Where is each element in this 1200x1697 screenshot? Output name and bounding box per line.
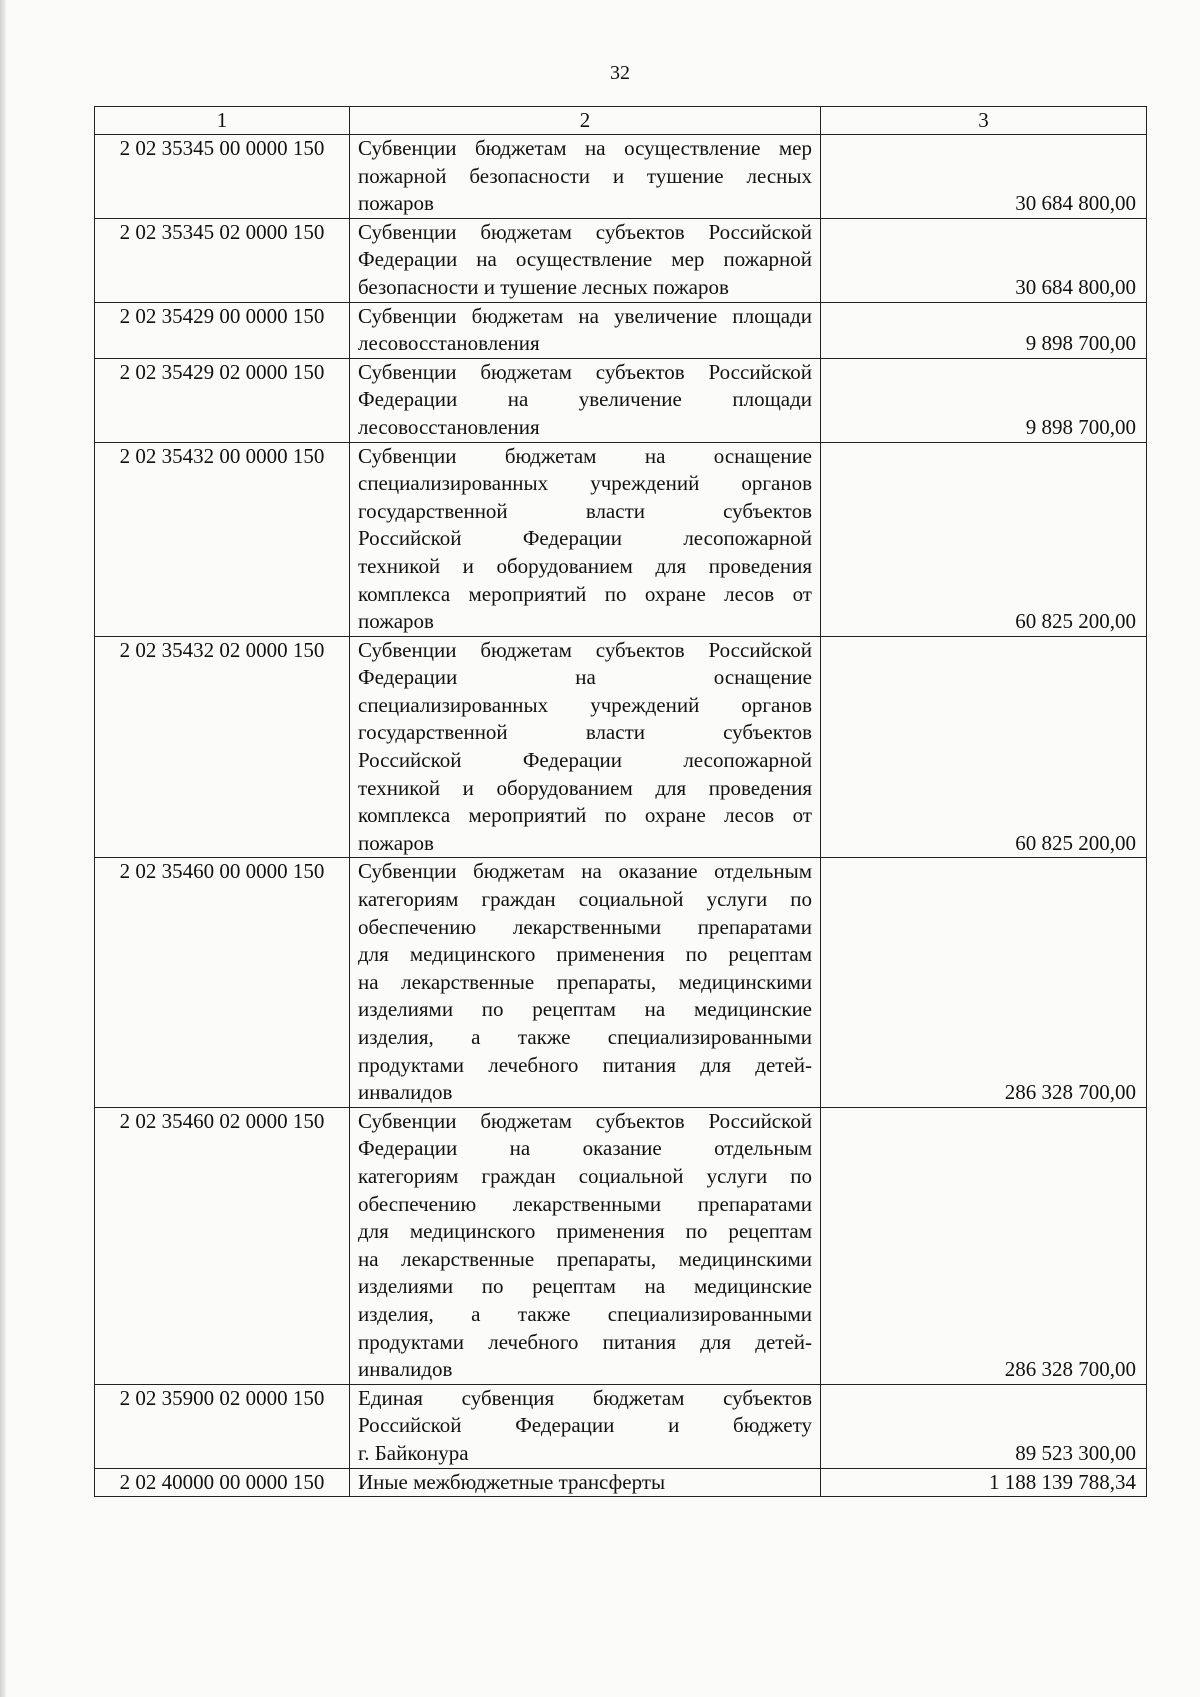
description-line: Российской Федерации лесопожарной: [358, 748, 812, 773]
page-number: 32: [610, 62, 630, 84]
description-line: Субвенции бюджетам на осуществление мер: [358, 136, 812, 160]
description-line: инвалидов: [358, 1080, 453, 1105]
description-line: пожарной безопасности и тушение лесных: [358, 163, 812, 188]
budget-amount: 9 898 700,00: [821, 358, 1147, 442]
description-line: лесовосстановления: [358, 331, 540, 356]
description-line: Российской Федерации и бюджету: [358, 1413, 812, 1438]
budget-amount: 286 328 700,00: [821, 858, 1147, 1107]
table-row: [95, 858, 1147, 1107]
table-row: [95, 1107, 1147, 1384]
description-line: лесовосстановления: [358, 414, 540, 439]
description-line: категориям граждан социальной услуги по: [358, 1163, 812, 1188]
page-edge: [0, 0, 6, 1697]
budget-amount: 60 825 200,00: [821, 442, 1147, 636]
budget-code: 2 02 35432 02 0000 150: [95, 636, 350, 858]
description-line: на лекарственные препараты, медицинскими: [358, 1246, 812, 1271]
description-line: на лекарственные препараты, медицинскими: [358, 969, 812, 994]
budget-amount: 1 188 139 788,34: [821, 1468, 1147, 1497]
table-row: [95, 218, 1147, 302]
budget-code: 2 02 35460 00 0000 150: [95, 858, 350, 1107]
description-line: изделиями по рецептам на медицинские: [358, 997, 812, 1022]
budget-table-body: [95, 107, 1147, 1497]
budget-code: 2 02 40000 00 0000 150: [95, 1468, 350, 1497]
description-line: государственной власти субъектов: [358, 498, 812, 523]
budget-amount: 60 825 200,00: [821, 636, 1147, 858]
budget-description: [350, 302, 821, 358]
description-line: инвалидов: [358, 1357, 453, 1382]
description-line: обеспечению лекарственными препаратами: [358, 914, 812, 939]
column-header-1: 1: [95, 107, 350, 135]
description-line: государственной власти субъектов: [358, 720, 812, 745]
description-line: Субвенции бюджетам субъектов Российской: [358, 1108, 812, 1133]
budget-amount: 286 328 700,00: [821, 1107, 1147, 1384]
table-row: [95, 1468, 1147, 1497]
description-line: пожаров: [358, 191, 434, 216]
budget-description: [350, 218, 821, 302]
description-line: пожаров: [358, 609, 434, 634]
description-line: Субвенции бюджетам субъектов Российской: [358, 637, 812, 662]
budget-amount: 30 684 800,00: [821, 218, 1147, 302]
budget-description: [350, 1384, 821, 1468]
description-line: специализированных учреждений органов: [358, 471, 812, 496]
description-line: Иные межбюджетные трансферты: [358, 1469, 666, 1494]
description-line: Субвенции бюджетам на увеличение площади: [358, 303, 812, 328]
budget-code: 2 02 35460 02 0000 150: [95, 1107, 350, 1384]
budget-amount: 9 898 700,00: [821, 302, 1147, 358]
description-line: Единая субвенция бюджетам субъектов: [358, 1385, 812, 1410]
description-line: техникой и оборудованием для проведения: [358, 553, 812, 578]
table-row: [95, 358, 1147, 442]
column-header-2: 2: [350, 107, 821, 135]
budget-description: [350, 858, 821, 1107]
budget-description: [350, 1107, 821, 1384]
budget-code: 2 02 35345 02 0000 150: [95, 218, 350, 302]
table-header-row: [95, 107, 1147, 135]
table-row: [95, 302, 1147, 358]
description-line: Субвенции бюджетам субъектов Российской: [358, 359, 812, 384]
description-line: категориям граждан социальной услуги по: [358, 887, 812, 912]
budget-description: [350, 1468, 821, 1497]
budget-code: 2 02 35345 00 0000 150: [95, 135, 350, 219]
description-line: Федерации на осуществление мер пожарной: [358, 247, 812, 272]
budget-description: [350, 442, 821, 636]
table-row: [95, 1384, 1147, 1468]
budget-amount: 30 684 800,00: [821, 135, 1147, 219]
budget-code: 2 02 35429 02 0000 150: [95, 358, 350, 442]
table-row: [95, 135, 1147, 219]
description-line: обеспечению лекарственными препаратами: [358, 1191, 812, 1216]
description-line: изделия, а также специализированными: [358, 1025, 812, 1049]
budget-code: 2 02 35429 00 0000 150: [95, 302, 350, 358]
description-line: комплекса мероприятий по охране лесов от: [358, 803, 812, 828]
description-line: изделия, а также специализированными: [358, 1301, 812, 1326]
description-line: пожаров: [358, 830, 434, 855]
description-line: комплекса мероприятий по охране лесов от: [358, 581, 812, 606]
description-line: Субвенции бюджетам на оказание отдельным: [358, 859, 812, 884]
description-line: Федерации на оказание отдельным: [358, 1136, 812, 1161]
description-line: Субвенции бюджетам на оснащение: [358, 443, 812, 468]
table-row: [95, 442, 1147, 636]
budget-description: [350, 358, 821, 442]
description-line: г. Байконура: [358, 1440, 469, 1465]
budget-table: [94, 106, 1147, 1497]
column-header-3: 3: [821, 107, 1147, 135]
description-line: продуктами лечебного питания для детей-: [358, 1052, 812, 1077]
description-line: специализированных учреждений органов: [358, 692, 812, 717]
budget-code: 2 02 35432 00 0000 150: [95, 442, 350, 636]
description-line: продуктами лечебного питания для детей-: [358, 1329, 812, 1354]
description-line: Российской Федерации лесопожарной: [358, 526, 812, 551]
description-line: изделиями по рецептам на медицинские: [358, 1274, 812, 1299]
description-line: Федерации на увеличение площади: [358, 387, 812, 412]
description-line: для медицинского применения по рецептам: [358, 942, 812, 967]
description-line: Федерации на оснащение: [358, 665, 812, 690]
description-line: техникой и оборудованием для проведения: [358, 775, 812, 800]
description-line: для медицинского применения по рецептам: [358, 1219, 812, 1244]
budget-description: [350, 636, 821, 858]
table-row: [95, 636, 1147, 858]
description-line: безопасности и тушение лесных пожаров: [358, 274, 729, 299]
budget-code: 2 02 35900 02 0000 150: [95, 1384, 350, 1468]
budget-amount: 89 523 300,00: [821, 1384, 1147, 1468]
description-line: Субвенции бюджетам субъектов Российской: [358, 219, 812, 244]
budget-description: [350, 135, 821, 219]
